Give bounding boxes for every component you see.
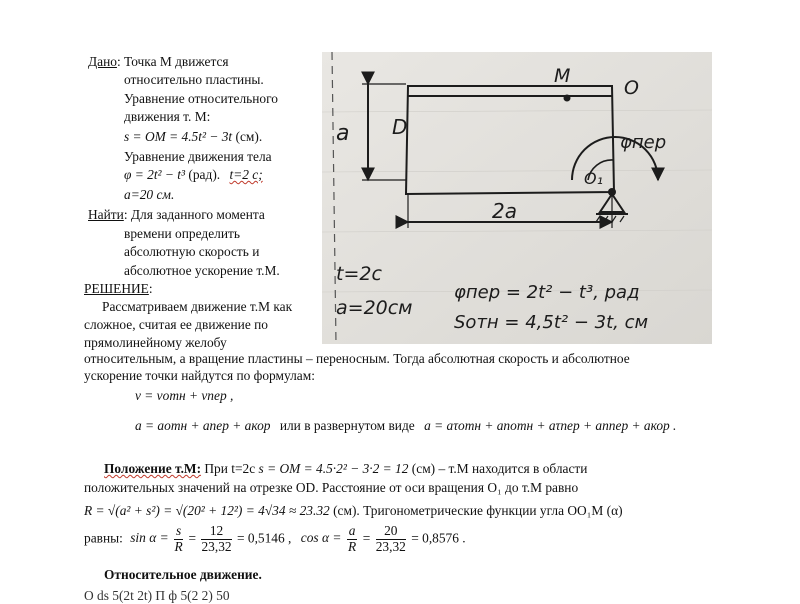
cos-label: cos α =	[300, 530, 342, 546]
accel-formula: a = aотн + aпер + aкор	[135, 418, 271, 433]
sin-frac2	[201, 524, 231, 554]
cos-num2: 20	[376, 524, 406, 540]
position-heading: Положение т.М:	[104, 461, 202, 476]
label-o: O	[624, 77, 639, 99]
find-line3: абсолютную скорость и	[124, 244, 260, 259]
note-s: Sотн = 4,5t² − 3t, см	[454, 312, 649, 333]
label-a: a	[336, 121, 350, 146]
find-first-line	[88, 207, 265, 223]
ravny: равны:	[84, 530, 123, 546]
relative-motion-cut-line: О ds 5(2t 2t) П ф 5(2 2) 50	[84, 588, 230, 603]
position-formula1: s = OM = 4.5·2² − 3·2 = 12	[258, 461, 409, 476]
given-intro-line2: относительно пластины.	[124, 72, 264, 87]
find-line4: абсолютное ускорение т.М.	[124, 263, 280, 278]
position-line2: положительных значений на отрезке OD. Расстояние от оси вращения O₁ до т.М равно	[84, 480, 579, 495]
note-a: a=20см	[336, 297, 413, 319]
body-eq: φ = 2t² − t³	[124, 167, 186, 182]
given-intro-line4: движения т. М:	[124, 109, 211, 124]
label-phi: φпер	[620, 132, 667, 153]
label-o1: O₁	[584, 169, 604, 188]
label-m: M	[554, 65, 571, 87]
position-text1: При t=2с	[204, 461, 256, 476]
position-text2: (см) – т.М находится в области	[411, 461, 588, 476]
sin-value: = 0,5146 ,	[236, 530, 292, 546]
solution-p1-line3: прямолинейному желобу	[84, 335, 227, 350]
given-body-eq-line	[124, 167, 263, 183]
cos-frac1	[347, 524, 358, 554]
rel-eq: s = OM = 4.5t² − 3t	[124, 129, 233, 144]
sin-num2: 12	[201, 524, 231, 540]
relative-motion-heading: Относительное движение.	[104, 567, 262, 582]
given-first-line	[88, 54, 229, 70]
sin-num1: s	[175, 523, 182, 538]
pivot-dot	[608, 188, 616, 196]
solution-p1-line5: ускорение точки найдутся по формулам:	[84, 368, 315, 383]
cos-num1: a	[348, 523, 356, 538]
expanded-text: или в развернутом виде	[279, 418, 415, 433]
sin-frac1	[174, 524, 183, 554]
cos-frac2	[376, 524, 406, 554]
t-value: t=2 с;	[229, 167, 263, 182]
trig-line: равны: sin α = $\frac{s}{R}$ = $\frac{12}{23,32}$ = 0,5146 , cos α = $\frac{a}{R}$ = $\frac{20}{23,32}$ = 0,8576 .	[84, 523, 466, 554]
sin-den2: 23,32	[201, 538, 232, 554]
position-line1	[104, 461, 587, 477]
given-intro-line3: Уравнение относительного	[124, 91, 278, 106]
expanded-formula: a = aτотн + anотн + aτпер + anпер + aкор .	[424, 418, 677, 433]
r-formula-line	[84, 503, 623, 519]
solution-p1-line1: Рассматриваем движение т.М как	[102, 299, 293, 314]
given-rel-eq-line	[124, 129, 262, 145]
figure-photo	[322, 52, 712, 344]
given-body-line: Уравнение движения тела	[124, 149, 272, 164]
label-d: D	[392, 115, 408, 139]
find-label: Найти	[88, 207, 124, 222]
accel-formula-line	[135, 418, 676, 434]
solution-p1-line2: сложное, считая ее движение по	[84, 317, 268, 332]
sin-label: sin α =	[130, 530, 169, 546]
label-2a: 2a	[492, 199, 517, 223]
r-text: (см). Тригонометрические функции угла OO₁M (α)	[333, 503, 623, 518]
sin-den1: R	[174, 538, 183, 554]
given-label: Дано	[88, 54, 117, 69]
note-t: t=2c	[336, 263, 382, 285]
point-m-dot	[564, 95, 571, 102]
figure-svg	[322, 52, 712, 344]
r-formula: R = √(a² + s²) = √(20² + 12²) = 4√34 ≈ 23.32	[84, 503, 330, 518]
a-value: а=20 см.	[124, 187, 175, 202]
velocity-formula: v = vотн + vпер ,	[135, 388, 234, 403]
solution-colon: :	[148, 281, 153, 296]
solution-heading	[84, 281, 153, 297]
solution-label: РЕШЕНИЕ	[84, 281, 149, 296]
given-intro-line1: : Точка М движется	[116, 54, 229, 69]
body-unit: (рад).	[188, 167, 221, 182]
find-line2: времени определить	[124, 226, 240, 241]
solution-p1-line4: относительным, а вращение пластины – переносным. Тогда абсолютная скорость и абсолютное	[84, 351, 630, 366]
cos-den1: R	[347, 538, 357, 554]
note-phi: φпер = 2t² − t³, рад	[454, 282, 640, 303]
cos-value: = 0,8576 .	[411, 530, 466, 546]
rel-unit: (см).	[235, 129, 263, 144]
find-line1: : Для заданного момента	[123, 207, 265, 222]
cos-den2: 23,32	[375, 538, 406, 554]
